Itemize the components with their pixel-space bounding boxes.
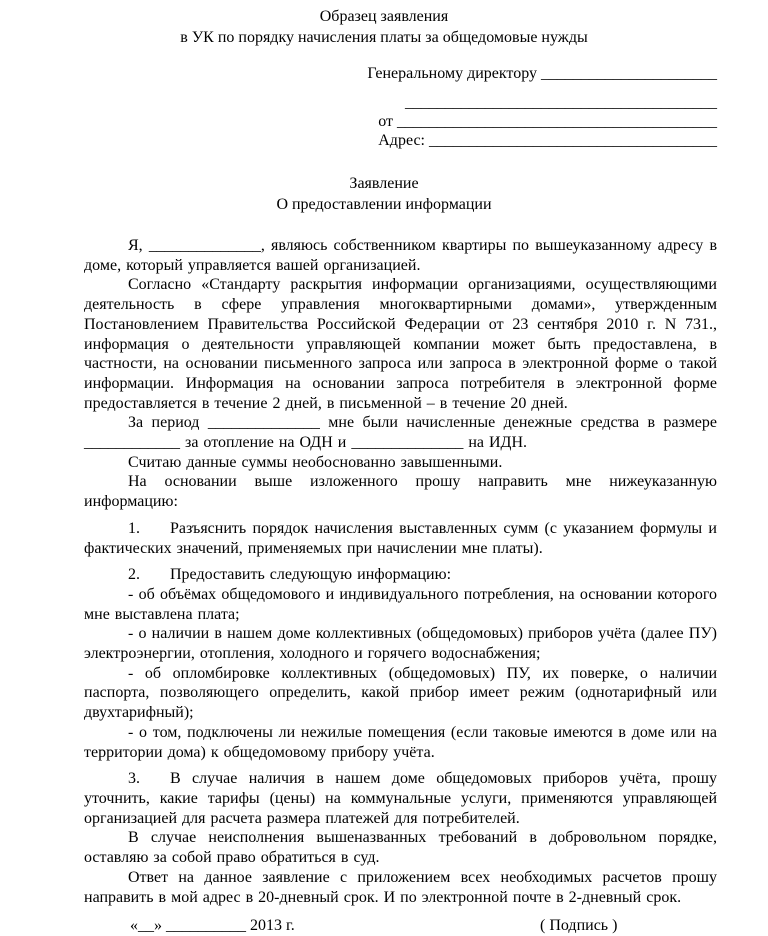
document-title-line-2: в УК по порядку начисления платы за общедомовые нужды	[180, 28, 588, 46]
list-item-3	[84, 769, 717, 828]
sub-item-meters-sealing: - об опломбировке коллективных (общедомовых) ПУ, их поверке, о наличии паспорта, позволяющего определить, какой прибор имеет режим (однотарифный или двухтарифный);	[84, 664, 717, 722]
paragraph-court-warning: В случае неисполнения вышеназванных требований в добровольном порядке, оставляю за собой право обратиться в суд.	[84, 829, 717, 867]
recipient-to-line: Генеральному директору ______________________	[367, 65, 717, 82]
list-item-2	[84, 565, 717, 585]
list-item-1	[84, 519, 717, 558]
recipient-from-line: от ________________________________________	[378, 113, 717, 130]
paragraph-owner-statement: Я, ______________, являюсь собственником квартиры по вышеуказанному адресу в доме, который управляется вашей организацией.	[84, 237, 717, 274]
list-item-1-text: Разъяснить порядок начисления выставленных сумм (с указанием формулы и фактических значений, применяемых при начислении мне платы).	[84, 519, 717, 557]
recipient-blank-line: _______________________________________	[405, 94, 717, 111]
paragraph-request-intro: На основании выше изложенного прошу направить мне нижеуказанную информацию:	[84, 473, 717, 511]
recipient-address-line: Адрес: ____________________________________	[378, 132, 717, 149]
sub-item-meters-presence: - о наличии в нашем доме коллективных (общедомовых) приборов учёта (далее ПУ) электроэнергии, отопления, холодного и горячего водоснабжения;	[84, 625, 717, 663]
paragraph-legal-basis: Согласно «Стандарту раскрытия информации организациями, осуществляющими деятельность в сфере управления многоквартирными домами», утвержденным Постановлением Правительства Российской Федерации от 23 сентября 2010 г. N 731., информация о деятельности управляющей компании может быть предоставлена, в частности, на основании письменного запроса или запроса в электронной форме о такой информации. Информация на основании запроса потребителя в электронной форме предоставляется в течение 2 дней, в письменной – в течение 20 дней.	[84, 276, 717, 412]
sub-item-volumes: - об объёмах общедомового и индивидуального потребления, на основании которого мне выставлена плата;	[84, 585, 717, 623]
list-item-3-text: В случае наличия в нашем доме общедомовых приборов учёта, прошу уточнить, какие тарифы (цены) на коммунальные услуги, применяются управляющей организацией для расчета размера платежей для потребителей.	[84, 770, 717, 827]
document-title	[0, 0, 768, 48]
paragraph-charged-amounts: За период ______________ мне были начисленные денежные средства в размере ____________ за отопление на ОДН и ______________ на ИДН.	[84, 414, 717, 452]
list-item-2-text: Предоставить следующую информацию:	[170, 566, 452, 584]
application-heading	[0, 174, 768, 215]
footer-signature-label: ( Подпись )	[540, 917, 618, 934]
document-title-line-1: Образец заявления	[319, 8, 449, 25]
sub-item-nonresidential: - о том, подключены ли нежилые помещения (если таковые имеются в доме или на территории дома) к общедомовому прибору учёта.	[84, 723, 717, 761]
signature-block	[84, 916, 717, 936]
paragraph-reply-deadline: Ответ на данное заявление с приложением всех необходимых расчетов прошу направить в мой адрес в 20-дневный срок. И по электронной почте в 2-дневный срок.	[84, 868, 717, 906]
list-item-3-number: 3.	[128, 770, 140, 788]
footer-date-line: «__» __________ 2013 г.	[130, 917, 295, 934]
document-body	[84, 236, 717, 907]
list-item-2-number: 2.	[128, 566, 140, 584]
list-item-1-number: 1.	[128, 519, 140, 537]
paragraph-overcharged-claim: Считаю данные суммы необоснованно завышенными.	[128, 453, 503, 471]
recipient-block	[0, 64, 717, 150]
application-heading-line-1: Заявление	[349, 175, 419, 192]
application-heading-line-2: О предоставлении информации	[276, 195, 492, 213]
